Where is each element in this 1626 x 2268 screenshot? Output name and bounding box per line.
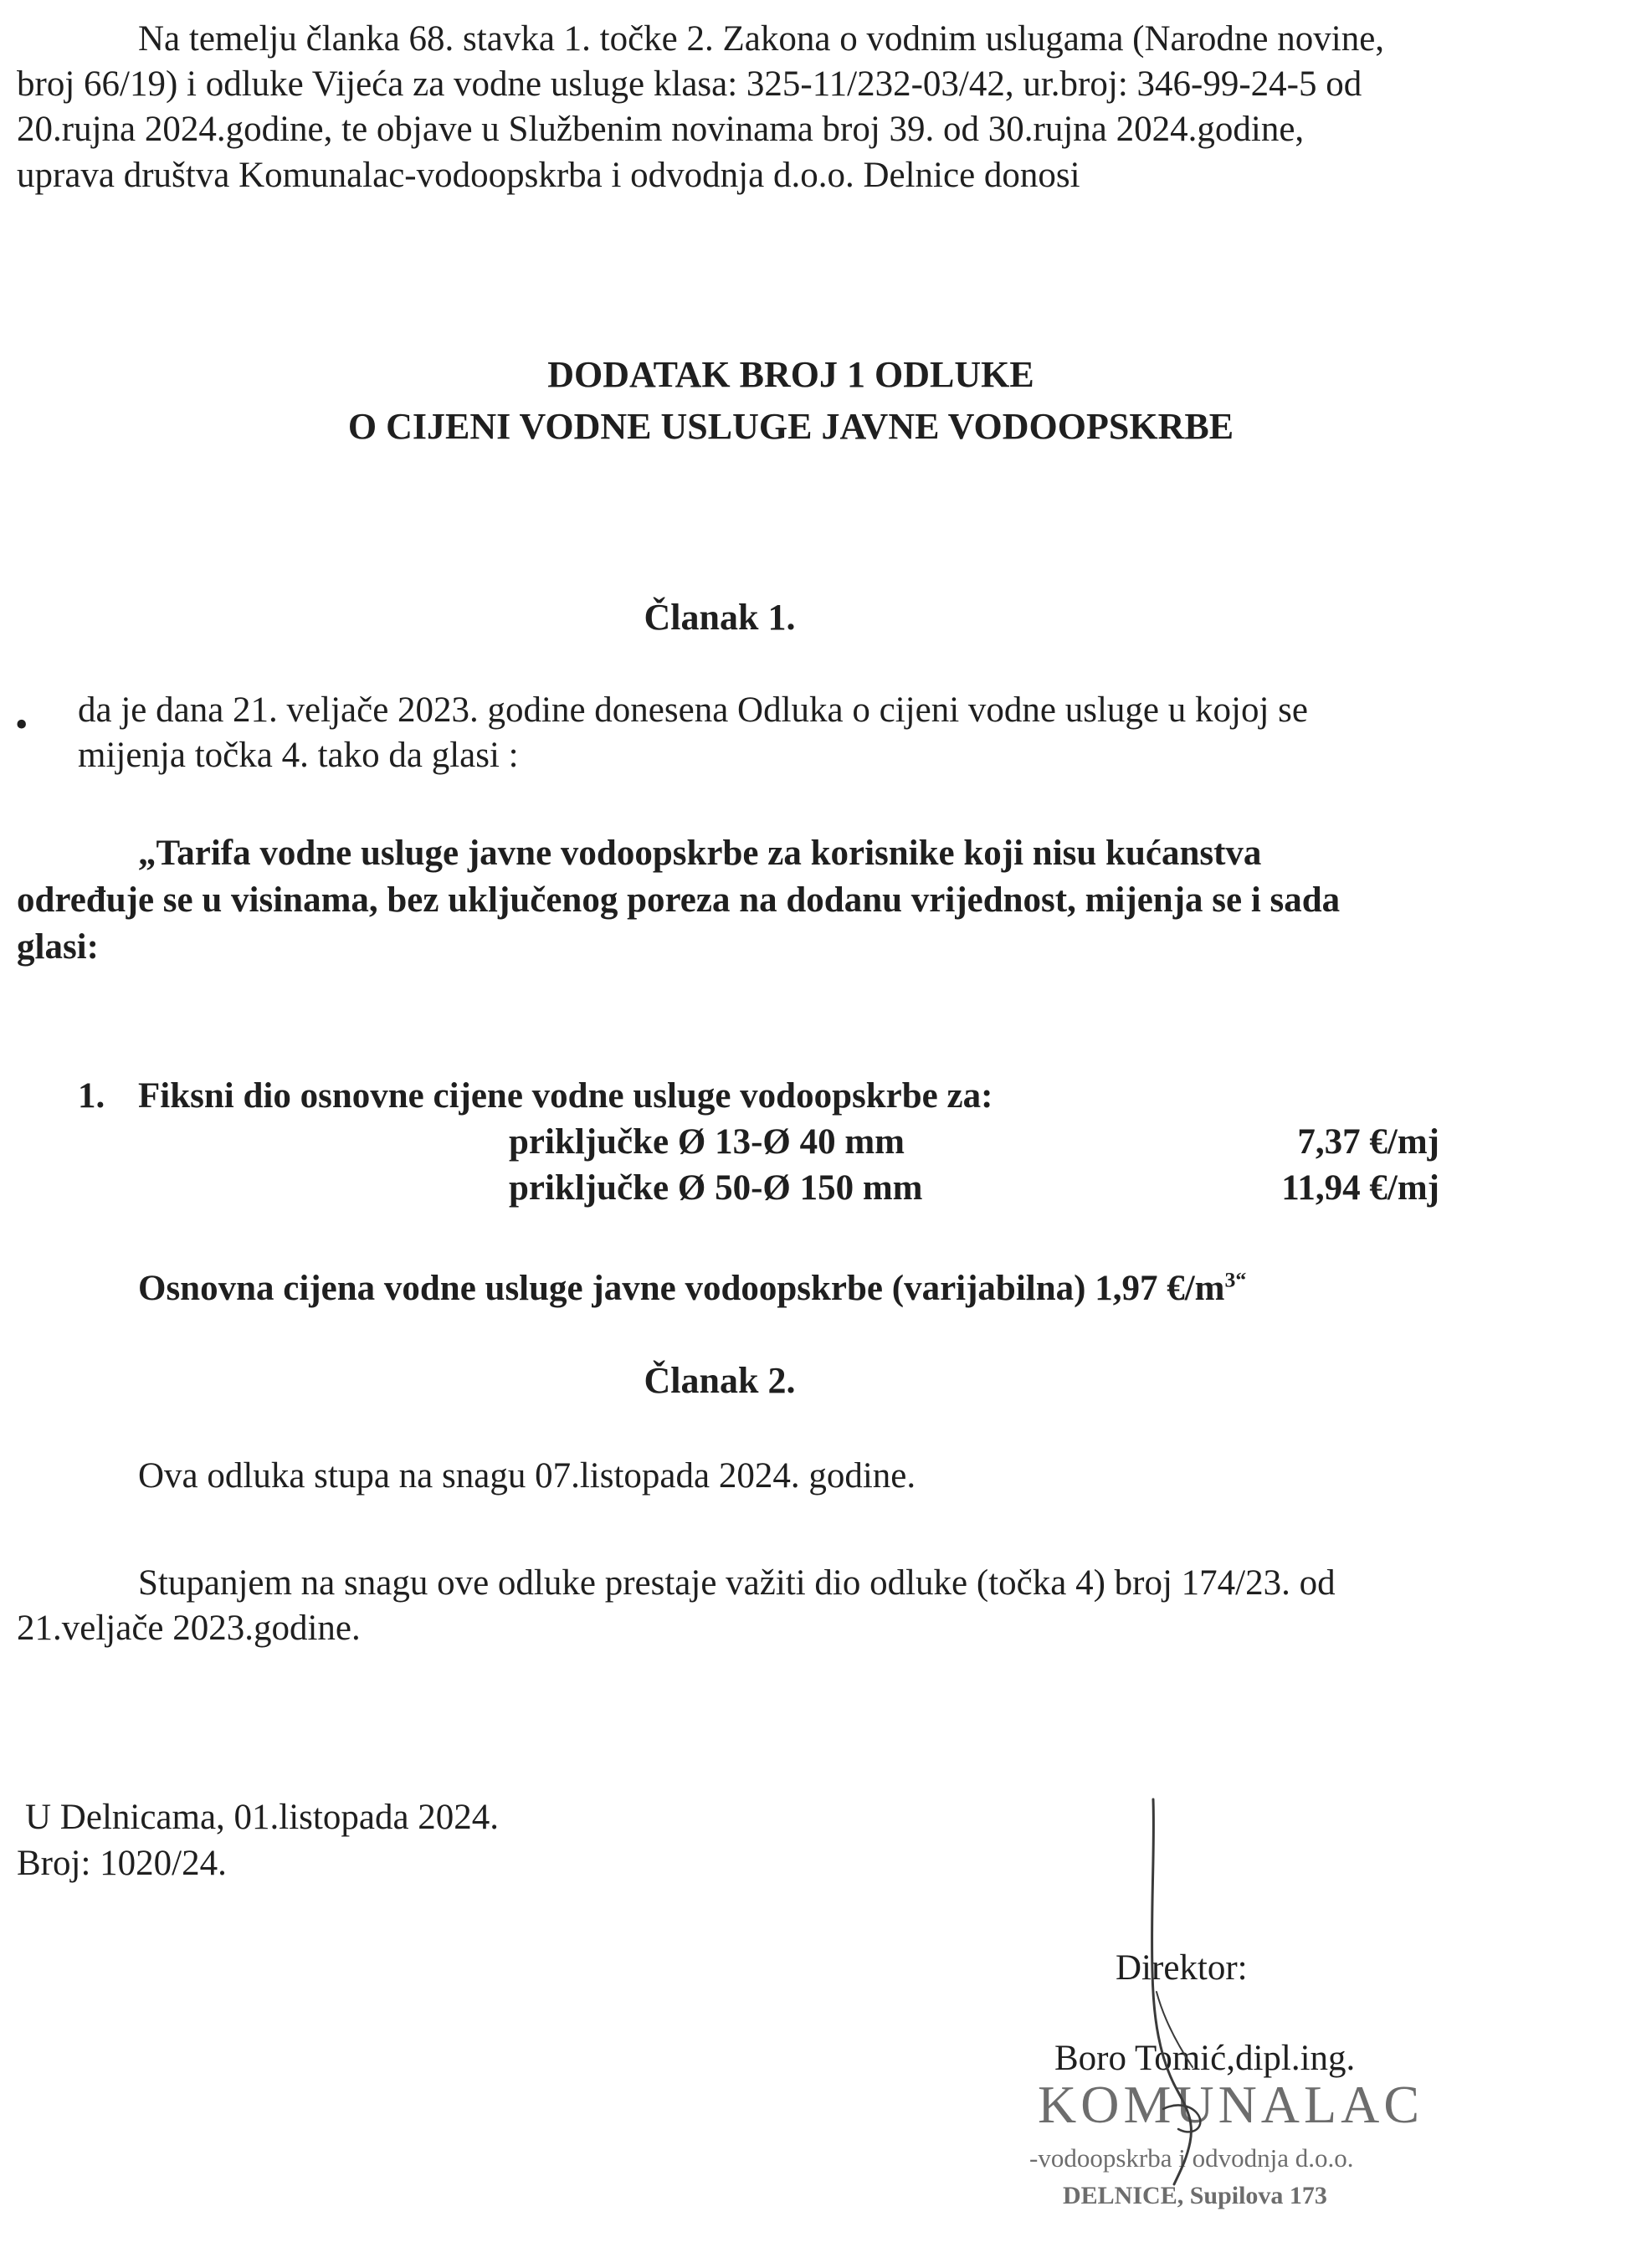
effective-date-text: Ova odluka stupa na snagu 07.listopada 2024. godine.	[138, 1456, 916, 1496]
director-name: Boro Tomić,dipl.ing.	[1054, 2039, 1356, 2078]
director-label: Direktor:	[1116, 1948, 1248, 1988]
quote-line: „Tarifa vodne usluge javne vodoopskrbe za korisnike koji nisu kućanstva	[138, 834, 1262, 873]
article-1-heading: Članak 1.	[644, 597, 796, 638]
rate-value-small: 7,37 €/mj	[1297, 1122, 1439, 1162]
document-number: Broj: 1020/24.	[17, 1844, 227, 1883]
stamp-line-1: KOMUNALAC	[1038, 2075, 1423, 2134]
repeal-line: 21.veljače 2023.godine.	[17, 1609, 361, 1649]
company-stamp	[1004, 2071, 1439, 2239]
repeal-text	[17, 1561, 1590, 1651]
article-2-heading: Članak 2.	[644, 1360, 796, 1401]
variable-price	[138, 1266, 1246, 1311]
repeal-line: Stupanjem na snagu ove odluke prestaje važiti dio odluke (točka 4) broj 174/23. od	[138, 1563, 1336, 1603]
signature	[1113, 1791, 1213, 2193]
preamble-line: Na temelju članka 68. stavka 1. točke 2. Zakona o vodnim uslugama (Narodne novine,	[138, 19, 1385, 59]
preamble-line: 20.rujna 2024.godine, te objave u Službenim novinama broj 39. od 30.rujna 2024.godine,	[17, 110, 1305, 150]
variable-price-text: Osnovna cijena vodne usluge javne vodoopskrbe (varijabilna) 1,97 €/m	[138, 1269, 1225, 1308]
quote-line: određuje se u visinama, bez uključenog poreza na dodanu vrijednost, mijenja se i sada	[17, 880, 1341, 920]
stamp-line-3: DELNICE, Supilova 173	[1063, 2182, 1327, 2209]
rate-value-large: 11,94 €/mj	[1281, 1168, 1439, 1208]
place-and-date: U Delnicama, 01.listopada 2024.	[25, 1798, 500, 1837]
preamble-line: uprava društva Komunalac-vodoopskrba i odvodnja d.o.o. Delnice donosi	[17, 155, 1080, 195]
bullet-text	[78, 688, 1551, 778]
fixed-price-text: Fiksni dio osnovne cijene vodne usluge vodoopskrbe za:	[138, 1076, 993, 1116]
rate-label-small: priključke Ø 13-Ø 40 mm	[509, 1122, 905, 1162]
title-line-2: O CIJENI VODNE USLUGE JAVNE VODOOPSKRBE	[347, 406, 1234, 447]
quote-line: glasi:	[17, 926, 99, 967]
bullet-line: mijenja točka 4. tako da glasi :	[78, 736, 519, 776]
preamble	[17, 17, 1607, 198]
bullet-marker: •	[15, 704, 28, 745]
document-title	[0, 349, 1582, 453]
tariff-quote	[17, 830, 1590, 971]
title-line-1: DODATAK BROJ 1 ODLUKE	[547, 354, 1034, 395]
preamble-line: broj 66/19) i odluke Vijeća za vodne usluge klasa: 325-11/232-03/42, ur.broj: 346-99-24-5 od	[17, 64, 1362, 105]
rate-label-large: priključke Ø 50-Ø 150 mm	[509, 1168, 923, 1208]
stamp-line-2: -vodoopskrba i odvodnja d.o.o.	[1029, 2143, 1354, 2173]
variable-price-superscript: 3“	[1224, 1267, 1247, 1292]
list-number: 1.	[78, 1076, 105, 1116]
bullet-line: da je dana 21. veljače 2023. godine donesena Odluka o cijeni vodne usluge u kojoj se	[78, 690, 1308, 730]
